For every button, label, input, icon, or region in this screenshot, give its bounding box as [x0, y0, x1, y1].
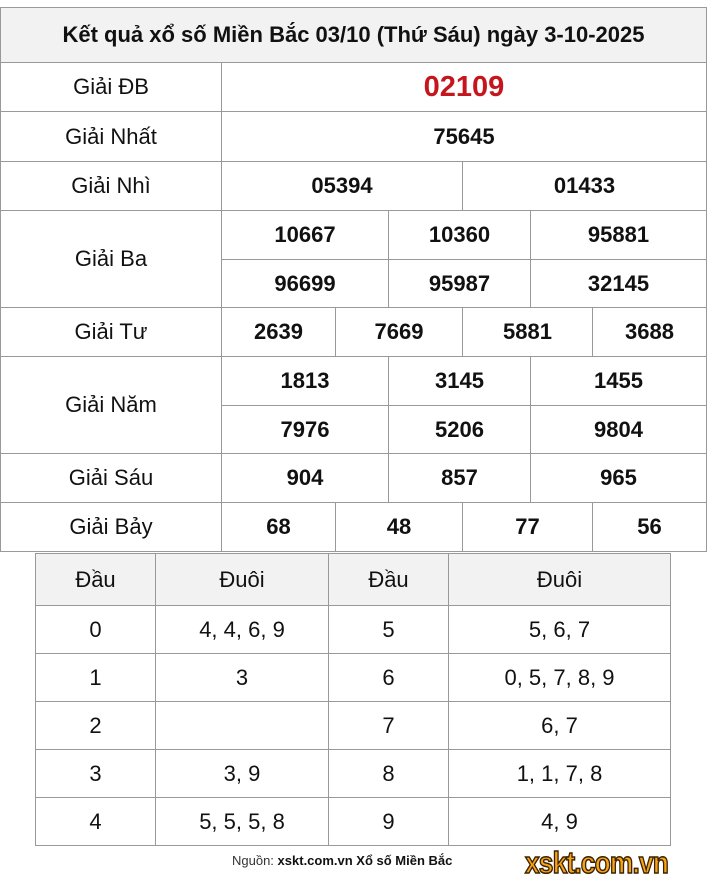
- loto-head: 2: [36, 702, 156, 750]
- loto-tail: 5, 6, 7: [449, 606, 671, 654]
- special-prize-number: 02109: [423, 70, 505, 103]
- prize-row-nhi: [1, 162, 706, 211]
- prize-row-ba: [1, 211, 706, 308]
- loto-tail: 3, 9: [156, 750, 329, 798]
- loto-row: [36, 654, 671, 702]
- prize-number: 48: [336, 503, 463, 551]
- header-duoi: Đuôi: [449, 554, 671, 606]
- prize-number: 3145: [389, 357, 531, 405]
- loto-head: 4: [36, 798, 156, 846]
- prize-number: 7976: [222, 406, 389, 453]
- loto-head: 6: [329, 654, 449, 702]
- prize-number: 904: [222, 454, 389, 502]
- prize-number: 2639: [222, 308, 336, 356]
- prize-number: 857: [389, 454, 531, 502]
- prize-number: 7669: [336, 308, 463, 356]
- prize-number: 3688: [625, 319, 674, 344]
- prize-number: 75645: [433, 123, 495, 149]
- prize-number: 96699: [222, 260, 389, 307]
- prize-number: 77: [463, 503, 593, 551]
- source-text: xskt.com.vn Xổ số Miền Bắc: [277, 853, 453, 868]
- source-label: Nguồn:: [232, 853, 274, 868]
- prize-number: 965: [600, 465, 637, 490]
- loto-head: 9: [329, 798, 449, 846]
- loto-row: [36, 702, 671, 750]
- prize-label: Giải ĐB: [1, 63, 222, 111]
- header-duoi: Đuôi: [156, 554, 329, 606]
- prize-row-nhat: [1, 112, 706, 162]
- header-dau: Đầu: [329, 554, 449, 606]
- loto-tail: [156, 702, 329, 750]
- prize-label: Giải Ba: [1, 211, 222, 307]
- loto-tail: 4, 4, 6, 9: [156, 606, 329, 654]
- loto-head: 0: [36, 606, 156, 654]
- prize-number: 01433: [553, 173, 616, 198]
- loto-table: [35, 553, 671, 846]
- prize-label: Giải Tư: [1, 308, 222, 356]
- loto-head: 7: [329, 702, 449, 750]
- loto-tail: 3: [156, 654, 329, 702]
- loto-header-row: [36, 554, 671, 606]
- loto-tail: 1, 1, 7, 8: [449, 750, 671, 798]
- prize-row-bay: [1, 503, 706, 551]
- prize-number: 95881: [587, 222, 650, 247]
- loto-head: 1: [36, 654, 156, 702]
- prize-number: 56: [637, 514, 662, 539]
- loto-tail: 0, 5, 7, 8, 9: [449, 654, 671, 702]
- prize-number: 5206: [389, 406, 531, 453]
- loto-head: 8: [329, 750, 449, 798]
- prize-number: 68: [222, 503, 336, 551]
- prize-label: Giải Nhì: [1, 162, 222, 210]
- prize-number: 9804: [594, 416, 643, 442]
- prize-row-db: [1, 63, 706, 112]
- prize-row-sau: [1, 454, 706, 503]
- loto-row: [36, 750, 671, 798]
- prize-number: 1813: [222, 357, 389, 405]
- prize-row-nam: [1, 357, 706, 454]
- loto-tail: 5, 5, 5, 8: [156, 798, 329, 846]
- prize-number: 05394: [222, 162, 463, 210]
- site-logo: xskt.com.vn: [525, 845, 668, 880]
- loto-row: [36, 606, 671, 654]
- prize-number: 32145: [587, 270, 650, 296]
- loto-tail: 4, 9: [449, 798, 671, 846]
- results-table: [0, 7, 707, 552]
- prize-label: Giải Nhất: [1, 112, 222, 161]
- header-dau: Đầu: [36, 554, 156, 606]
- prize-label: Giải Năm: [1, 357, 222, 453]
- source-credit: [232, 853, 452, 868]
- loto-head: 3: [36, 750, 156, 798]
- results-title: Kết quả xổ số Miền Bắc 03/10 (Thứ Sáu) ngày 3-10-2025: [1, 8, 706, 63]
- prize-number: 5881: [463, 308, 593, 356]
- prize-number: 10360: [389, 211, 531, 259]
- prize-label: Giải Sáu: [1, 454, 222, 502]
- prize-number: 10667: [222, 211, 389, 259]
- prize-number: 1455: [594, 368, 643, 393]
- prize-number: 95987: [389, 260, 531, 307]
- prize-row-tu: [1, 308, 706, 357]
- loto-row: [36, 798, 671, 846]
- loto-tail: 6, 7: [449, 702, 671, 750]
- prize-label: Giải Bảy: [1, 503, 222, 551]
- loto-head: 5: [329, 606, 449, 654]
